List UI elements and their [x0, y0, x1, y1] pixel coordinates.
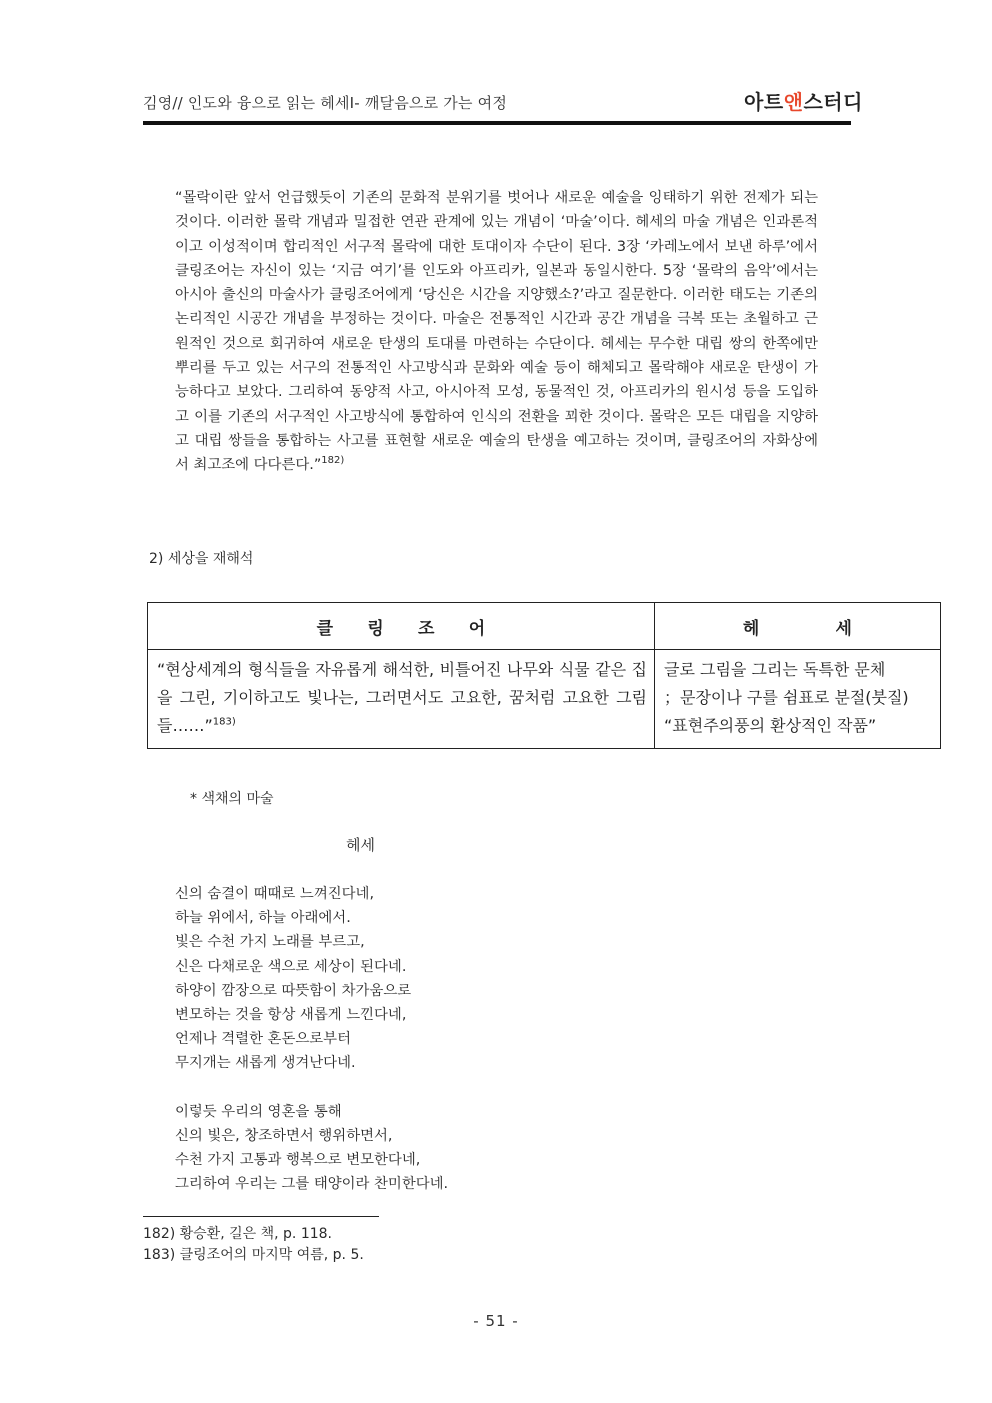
- footnote-ref-182: 182): [321, 455, 345, 467]
- poem-title: * 색채의 마술: [190, 791, 274, 807]
- poem-body: [175, 882, 448, 1196]
- poem-line: 이렇듯 우리의 영혼을 통해: [175, 1103, 342, 1120]
- poem-line: 수천 가지 고통과 행복으로 변모한다네,: [175, 1152, 421, 1169]
- col-header-hesse-label: 헤 세: [742, 618, 853, 639]
- col-header-klingsor: [148, 603, 655, 650]
- page-number: - 51 -: [473, 1312, 519, 1330]
- col-header-klingsor-label: 클 링 조 어: [316, 618, 486, 639]
- footnote-rule: [143, 1216, 379, 1217]
- poem-stanza-1: [175, 882, 448, 1076]
- poem-line: 신의 빛은, 창조하면서 행위하면서,: [175, 1127, 393, 1144]
- cell-hesse-line-3: “표현주의풍의 환상적인 작품”: [664, 716, 877, 735]
- section-heading: 2) 세상을 재해석: [149, 551, 254, 567]
- poem-author: 헤세: [346, 836, 375, 854]
- poem-line: 그리하여 우리는 그를 태양이라 찬미한다네.: [175, 1176, 449, 1193]
- cell-klingsor-text: “현상세계의 형식들을 자유롭게 해석한, 비틀어진 나무와 식물 같은 집을 그린, 기이하고도 빛나는, 그러면서도 고요한, 꿈처럼 고요한 그림들……”: [157, 660, 647, 735]
- poem-line: 언제나 격렬한 혼돈으로부터: [175, 1031, 351, 1048]
- footnote-182: 182) 황승환, 길은 책, p. 118.: [143, 1226, 332, 1242]
- comparison-table: [147, 602, 941, 749]
- brand-logo: [744, 86, 863, 115]
- col-header-hesse: [655, 603, 941, 650]
- quote-text: “몰락이란 앞서 언급했듯이 기존의 문화적 분위기를 벗어나 새로운 예술을 잉태하기 위한 전제가 되는 것이다. 이러한 몰락 개념과 밀접한 연관 관계에 있는 개념이 ‘마술’이다. 헤세의 마술 개념은 인과론적이고 이성적이며 합리적인 서구적 몰락에 대한 토대이자 수단이 된다. 3장 ‘카레노에서 보낸 하루’에서 클링조어는 자신이 있는 ‘지금 여기’를 인도와 아프리카, 일본과 동일시한다. 5장 ‘몰락의 음악’에서는 아시아 출신의 마술사가 클링조어에게 ‘당신은 시간을 지양했소?’라고 질문한다. 이러한 태도는 기존의 논리적인 시공간 개념을 부정하는 것이다. 마술은 전통적인 시간과 공간 개념을 극복 또는 초월하고 근원적인 것으로 회귀하여 새로운 탄생의 토대를 마련하는 수단이다. 헤세는 무수한 대립 쌍의 한쪽에만 뿌리를 두고 있는 서구의 전통적인 사고방식과 문화와 예술 등이 해체되고 몰락해야 새로운 탄생이 가능하다고 보았다. 그리하여 동양적 사고, 아시아적 모성, 동물적인 것, 아프리카의 원시성 등을 도입하고 이를 기존의 서구적인 사고방식에 통합하여 인식의 전환을 꾀한 것이다. 몰락은 모든 대립을 지양하고 대립 쌍들을 통합하는 사고를 표현할 새로운 예술의 탄생을 예고하는 것이며, 클링조어의 자화상에서 최고조에 다다른다.”: [175, 190, 818, 474]
- poem-line: 무지개는 새롭게 생겨난다네.: [175, 1055, 356, 1072]
- cell-hesse-line-2: ；문장이나 구를 쉼표로 분절(붓질): [664, 688, 909, 707]
- table-row: [148, 650, 941, 749]
- footnote-ref-183: 183): [212, 716, 236, 728]
- brand-part1: 아트: [744, 90, 784, 114]
- poem-line: 변모하는 것을 항상 새롭게 느낀다네,: [175, 1007, 407, 1024]
- poem-line: 신은 다채로운 색으로 세상이 된다네.: [175, 958, 407, 975]
- poem-line: 하양이 깜장으로 따뜻함이 차가움으로: [175, 982, 412, 999]
- brand-part2: 스터디: [803, 90, 863, 114]
- stanza-gap: [175, 1076, 448, 1100]
- poem-line: 빛은 수천 가지 노래를 부르고,: [175, 934, 365, 951]
- brand-accent: 앤: [783, 90, 804, 114]
- poem-line: 신의 숨결이 때때로 느껴진다네,: [175, 886, 375, 902]
- poem-line: 하늘 위에서, 하늘 아래에서.: [175, 910, 351, 927]
- quote-block: [175, 186, 818, 478]
- cell-hesse: [655, 650, 941, 749]
- cell-klingsor: [148, 650, 655, 749]
- table-header-row: [148, 603, 941, 650]
- footnotes: [143, 1224, 364, 1266]
- footnote-183: 183) 클링조어의 마지막 여름, p. 5.: [143, 1247, 364, 1263]
- header-title: 김영// 인도와 융으로 읽는 헤세Ⅰ- 깨달음으로 가는 여정: [143, 94, 508, 112]
- poem-stanza-2: [175, 1100, 448, 1197]
- header-rule: [143, 121, 851, 125]
- cell-hesse-line-1: 글로 그림을 그리는 독특한 문체: [664, 660, 886, 679]
